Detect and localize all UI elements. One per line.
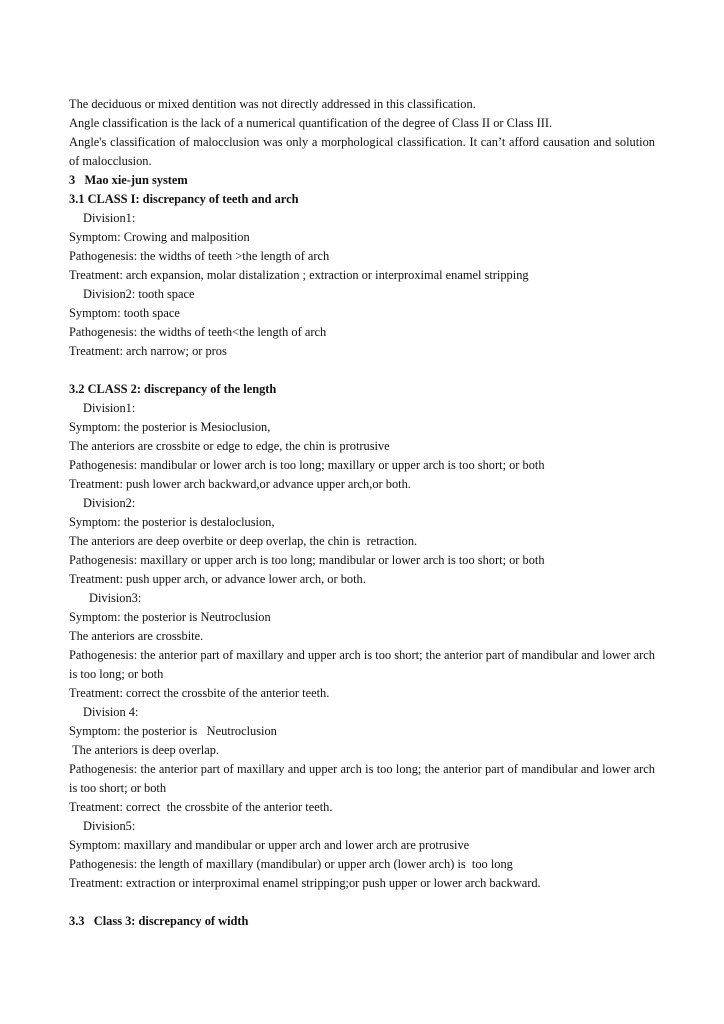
class-1-division-1-label: Division1: (83, 211, 136, 225)
class-2-division-3-pathogenesis: Pathogenesis: the anterior part of maxillary and upper arch is too short; the anterior part of mandibular and lower arch is too long; or both (69, 648, 659, 681)
class-2-division-1-label: Division1: (83, 401, 136, 415)
class-2-division-4-anteriors: The anteriors is deep overlap. (69, 743, 220, 757)
class-2-division-2-pathogenesis: Pathogenesis: maxillary or upper arch is too long; mandibular or lower arch is too short; or both (69, 553, 545, 567)
class-2-division-3-treatment: Treatment: correct the crossbite of the anterior teeth. (69, 686, 330, 700)
class-2-division-3-symptom: Symptom: the posterior is Neutroclusion (69, 610, 271, 624)
class-2-division-5-pathogenesis: Pathogenesis: the length of maxillary (mandibular) or upper arch (lower arch) is too long (69, 857, 513, 871)
class-1-heading: 3.1 CLASS I: discrepancy of teeth and arch (69, 192, 299, 206)
class-2-division-3-anteriors: The anteriors are crossbite. (69, 629, 204, 643)
class-2-division-2-symptom: Symptom: the posterior is destaloclusion, (69, 515, 275, 529)
class-2-division-2-treatment: Treatment: push upper arch, or advance lower arch, or both. (69, 572, 366, 586)
class-2-division-5-label: Division5: (83, 819, 136, 833)
class-3-heading: 3.3 Class 3: discrepancy of width (69, 914, 249, 928)
document-page (69, 95, 659, 931)
intro-line-1: The deciduous or mixed dentition was not directly addressed in this classification. (69, 97, 476, 111)
intro-line-2: Angle classification is the lack of a numerical quantification of the degree of Class II or Class III. (69, 116, 553, 130)
class-2-division-5-treatment: Treatment: extraction or interproximal enamel stripping;or push upper or lower arch backward. (69, 876, 541, 890)
class-1-division-2-treatment: Treatment: arch narrow; or pros (69, 344, 227, 358)
class-2-division-1-pathogenesis: Pathogenesis: mandibular or lower arch is too long; maxillary or upper arch is too short; or both (69, 458, 545, 472)
class-2-heading: 3.2 CLASS 2: discrepancy of the length (69, 382, 277, 396)
class-2-division-4-symptom: Symptom: the posterior is Neutroclusion (69, 724, 277, 738)
class-2-division-4-treatment: Treatment: correct the crossbite of the anterior teeth. (69, 800, 333, 814)
class-2-division-4-label: Division 4: (83, 705, 139, 719)
class-2-division-4-pathogenesis: Pathogenesis: the anterior part of maxillary and upper arch is too long; the anterior part of mandibular and lower arch is too short; or both (69, 762, 659, 795)
class-2-division-1-treatment: Treatment: push lower arch backward,or advance upper arch,or both. (69, 477, 411, 491)
class-1-division-2-pathogenesis: Pathogenesis: the widths of teeth<the length of arch (69, 325, 327, 339)
class-2-division-2-label: Division2: (83, 496, 136, 510)
class-2-division-2-anteriors: The anteriors are deep overbite or deep overlap, the chin is retraction. (69, 534, 418, 548)
class-1-division-1-symptom: Symptom: Crowing and malposition (69, 230, 250, 244)
class-1-division-1-treatment: Treatment: arch expansion, molar distalization ; extraction or interproximal enamel stripping (69, 268, 529, 282)
class-2-division-1-symptom: Symptom: the posterior is Mesioclusion, (69, 420, 271, 434)
intro-line-3: Angle's classification of malocclusion was only a morphological classification. It can’t afford causation and solution of malocclusion. (69, 135, 659, 168)
class-1-division-2-symptom: Symptom: tooth space (69, 306, 180, 320)
section-3-heading: 3 Mao xie-jun system (69, 173, 188, 187)
class-2-division-3-label: Division3: (89, 591, 142, 605)
class-1-division-2-label: Division2: tooth space (83, 287, 195, 301)
class-1-division-1-pathogenesis: Pathogenesis: the widths of teeth >the length of arch (69, 249, 330, 263)
class-2-division-5-symptom: Symptom: maxillary and mandibular or upper arch and lower arch are protrusive (69, 838, 470, 852)
class-2-division-1-anteriors: The anteriors are crossbite or edge to edge, the chin is protrusive (69, 439, 390, 453)
